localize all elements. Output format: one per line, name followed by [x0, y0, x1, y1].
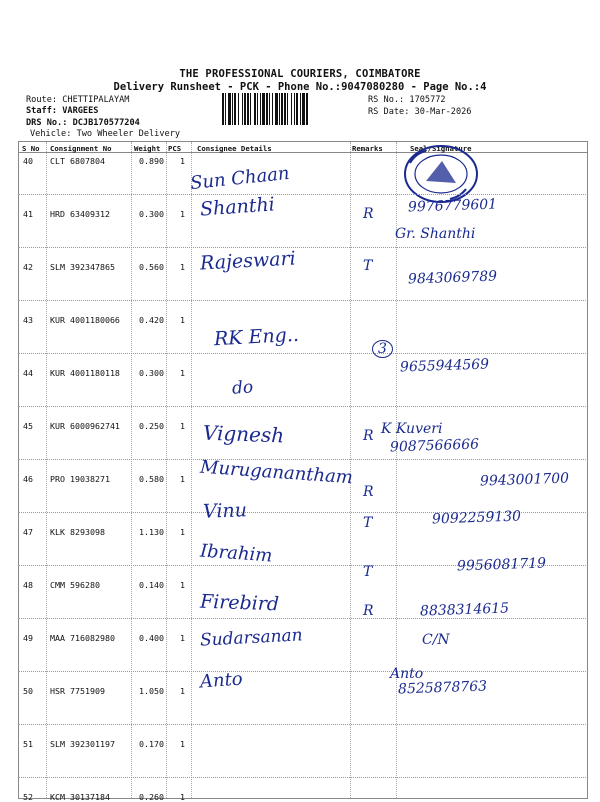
row-consignment-no: KCM 30137184 — [50, 792, 110, 802]
row-phone-handwritten: 9843069789 — [407, 268, 498, 288]
row-weight: 0.560 — [139, 262, 164, 272]
row-consignment-no: HRD 63409312 — [50, 209, 110, 219]
company-title: THE PROFESSIONAL COURIERS, COIMBATORE — [179, 68, 421, 80]
row-consignment-no: SLM 392347865 — [50, 262, 115, 272]
row-phone-handwritten: 9943001700 — [479, 470, 570, 490]
row-sno: 40 — [23, 156, 33, 166]
row-pcs: 1 — [180, 580, 185, 590]
row-consignment-no: CLT 6807804 — [50, 156, 105, 166]
row-weight: 1.130 — [139, 527, 164, 537]
row-separator — [18, 194, 586, 195]
row-sno: 41 — [23, 209, 33, 219]
row-consignee-handwritten: Vignesh — [202, 420, 285, 448]
route-label: Route: CHETTIPALAYAM — [26, 95, 130, 105]
row-consignment-no: SLM 392301197 — [50, 739, 115, 749]
row-separator — [18, 777, 586, 778]
row-consignee-handwritten: Muruganantham — [199, 456, 354, 489]
row-pcs: 1 — [180, 527, 185, 537]
row-separator — [18, 247, 586, 248]
row-consignment-no: KUR 4001180118 — [50, 368, 120, 378]
row-consignee-handwritten: do — [231, 377, 254, 399]
row-consignment-no: CMM 596280 — [50, 580, 100, 590]
row-separator — [18, 459, 586, 460]
col-remarks: Remarks — [352, 144, 383, 153]
col-consignment: Consignment No — [50, 144, 112, 153]
row-sno: 43 — [23, 315, 33, 325]
row-signature-handwritten: Gr. Shanthi — [395, 226, 476, 242]
row-separator — [18, 406, 586, 407]
row-consignment-no: PRO 19038271 — [50, 474, 110, 484]
row-sno: 49 — [23, 633, 33, 643]
row-consignee-handwritten: Rajeswari — [199, 247, 297, 275]
row-remark-handwritten: R — [363, 603, 374, 619]
rs-number: RS No.: 1705772 — [368, 95, 446, 105]
row-pcs: 1 — [180, 368, 185, 378]
row-signature-handwritten: Anto — [390, 666, 424, 682]
row-pcs: 1 — [180, 686, 185, 696]
row-pcs: 1 — [180, 633, 185, 643]
row-separator — [18, 300, 586, 301]
row-phone-handwritten: 9976779601 — [407, 196, 498, 216]
row-weight: 0.140 — [139, 580, 164, 590]
row-weight: 0.420 — [139, 315, 164, 325]
row-consignee-handwritten: Vinu — [202, 499, 248, 523]
row-consignment-no: MAA 716082980 — [50, 633, 115, 643]
col-pcs: PCS — [168, 144, 182, 153]
row-remark-handwritten: R — [363, 484, 374, 500]
row-pcs: 1 — [180, 421, 185, 431]
row-pcs: 1 — [180, 739, 185, 749]
row-pcs: 1 — [180, 209, 185, 219]
row-sno: 48 — [23, 580, 33, 590]
row-signature-handwritten: C/N — [422, 632, 450, 648]
row-separator — [18, 671, 586, 672]
company-seal-stamp — [396, 143, 486, 205]
runsheet-subtitle: Delivery Runsheet - PCK - Phone No.:9047080280 - Page No.:4 — [113, 81, 487, 93]
row-consignee-handwritten: Firebird — [199, 590, 280, 616]
row-pcs: 1 — [180, 792, 185, 802]
row-consignee-handwritten: Shanthi — [199, 193, 276, 221]
row-sno: 45 — [23, 421, 33, 431]
row-phone-handwritten: 8525878763 — [397, 678, 488, 698]
row-consignee-handwritten: Ibrahim — [199, 540, 274, 567]
row-pcs: 1 — [180, 156, 185, 166]
row-separator — [18, 724, 586, 725]
row-remark-handwritten: 3 — [372, 340, 393, 358]
row-weight: 1.050 — [139, 686, 164, 696]
row-consignee-handwritten: Sun Chaan — [189, 162, 291, 195]
row-phone-handwritten: 9087566666 — [389, 436, 480, 456]
row-consignment-no: KUR 6000962741 — [50, 421, 120, 431]
row-sno: 42 — [23, 262, 33, 272]
row-consignee-handwritten: Anto — [199, 668, 244, 693]
row-pcs: 1 — [180, 315, 185, 325]
row-remark-handwritten: T — [363, 564, 373, 580]
rs-date: RS Date: 30-Mar-2026 — [368, 107, 472, 117]
col-seal-signature: Seal/Signature — [410, 144, 472, 153]
row-phone-handwritten: 8838314615 — [419, 600, 510, 620]
row-weight: 0.170 — [139, 739, 164, 749]
col-sno: S No — [22, 144, 40, 153]
row-sno: 44 — [23, 368, 33, 378]
row-remark-handwritten: R — [363, 206, 374, 222]
row-consignee-handwritten: RK Eng.. — [213, 323, 300, 351]
row-sno: 46 — [23, 474, 33, 484]
row-sno: 51 — [23, 739, 33, 749]
row-phone-handwritten: 9092259130 — [431, 508, 522, 528]
row-weight: 0.300 — [139, 209, 164, 219]
col-weight: Weight — [134, 144, 161, 153]
drs-number: DRS No.: DCJB170577204 — [26, 118, 140, 128]
barcode-image — [222, 93, 362, 125]
row-signature-handwritten: K Kuveri — [381, 421, 443, 437]
row-pcs: 1 — [180, 474, 185, 484]
row-separator — [18, 618, 586, 619]
row-weight: 0.400 — [139, 633, 164, 643]
row-remark-handwritten: T — [363, 515, 373, 531]
row-sno: 47 — [23, 527, 33, 537]
row-pcs: 1 — [180, 262, 185, 272]
row-weight: 0.580 — [139, 474, 164, 484]
row-weight: 0.890 — [139, 156, 164, 166]
staff-label: Staff: VARGEES — [26, 106, 99, 116]
vehicle-label: Vehicle: Two Wheeler Delivery — [30, 129, 181, 139]
row-remark-handwritten: T — [363, 258, 373, 274]
row-remark-handwritten: R — [363, 428, 374, 444]
row-separator — [18, 353, 586, 354]
row-sno: 52 — [23, 792, 33, 802]
row-sno: 50 — [23, 686, 33, 696]
row-consignment-no: HSR 7751909 — [50, 686, 105, 696]
row-consignee-handwritten: Sudarsanan — [199, 625, 304, 651]
row-consignment-no: KLK 8293098 — [50, 527, 105, 537]
row-weight: 0.300 — [139, 368, 164, 378]
row-phone-handwritten: 9956081719 — [456, 555, 547, 575]
row-weight: 0.250 — [139, 421, 164, 431]
row-weight: 0.260 — [139, 792, 164, 802]
row-consignment-no: KUR 4001180066 — [50, 315, 120, 325]
row-phone-handwritten: 9655944569 — [399, 356, 490, 376]
col-consignee: Consignee Details — [197, 144, 272, 153]
